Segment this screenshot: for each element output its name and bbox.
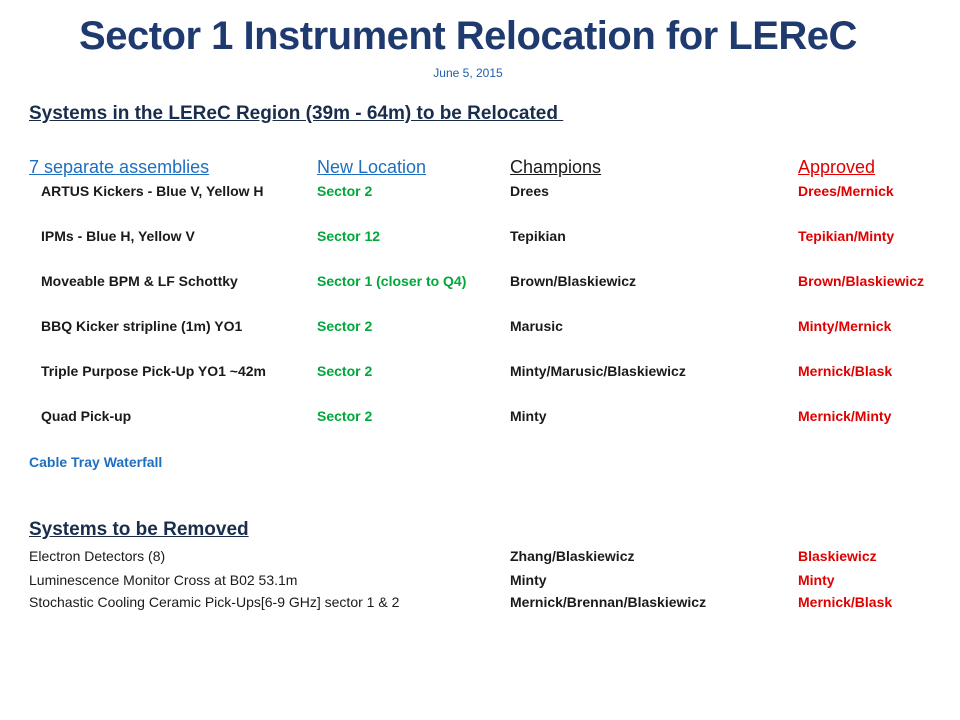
table-row <box>0 183 960 203</box>
champions: Drees <box>510 183 549 199</box>
new-location: Sector 2 <box>317 183 373 199</box>
removed-approved-by: Blaskiewicz <box>798 548 877 564</box>
champions: Marusic <box>510 318 563 334</box>
table-row <box>0 408 960 428</box>
new-location: Sector 2 <box>317 318 373 334</box>
cable-tray-waterfall: Cable Tray Waterfall <box>29 454 163 470</box>
slide-date: June 5, 2015 <box>433 66 503 80</box>
removed-system-name: Stochastic Cooling Ceramic Pick-Ups[6-9 GHz] sector 1 & 2 <box>29 594 400 610</box>
approved-column-header: Approved <box>798 157 876 177</box>
system-name: BBQ Kicker stripline (1m) YO1 <box>41 318 243 334</box>
champions: Minty/Marusic/Blaskiewicz <box>510 363 686 379</box>
champions: Tepikian <box>510 228 566 244</box>
new-location: Sector 12 <box>317 228 381 244</box>
system-name: Moveable BPM & LF Schottky <box>41 273 238 289</box>
new-location: Sector 2 <box>317 363 373 379</box>
new-location: Sector 1 (closer to Q4) <box>317 273 467 289</box>
approved-by: Tepikian/Minty <box>798 228 895 244</box>
relocated-section-heading: Systems in the LEReC Region (39m - 64m) to be Relocated <box>29 103 564 124</box>
approved-by: Mernick/Blask <box>798 363 893 379</box>
table-row <box>0 318 960 338</box>
approved-by: Minty/Mernick <box>798 318 892 334</box>
location-column-header[interactable]: New Location <box>317 157 427 177</box>
champions: Minty <box>510 408 547 424</box>
removed-champions: Minty <box>510 572 547 588</box>
system-name: Triple Purpose Pick-Up YO1 ~42m <box>41 363 266 379</box>
approved-by: Brown/Blaskiewicz <box>798 273 925 289</box>
assemblies-column-header[interactable]: 7 separate assemblies <box>29 157 210 177</box>
table-row <box>0 363 960 383</box>
removed-approved-by: Mernick/Blask <box>798 594 893 610</box>
removed-champions: Mernick/Brennan/Blaskiewicz <box>510 594 707 610</box>
approved-by: Mernick/Minty <box>798 408 892 424</box>
removed-approved-by: Minty <box>798 572 835 588</box>
removed-section-heading: Systems to be Removed <box>29 519 249 540</box>
removed-row <box>0 572 960 592</box>
removed-champions: Zhang/Blaskiewicz <box>510 548 635 564</box>
removed-system-name: Electron Detectors (8) <box>29 548 166 564</box>
system-name: ARTUS Kickers - Blue V, Yellow H <box>41 183 264 199</box>
slide-title: Sector 1 Instrument Relocation for LEReC <box>79 14 857 58</box>
system-name: Quad Pick-up <box>41 408 132 424</box>
table-row <box>0 273 960 293</box>
removed-row <box>0 548 960 568</box>
removed-row <box>0 594 960 614</box>
removed-system-name: Luminescence Monitor Cross at B02 53.1m <box>29 572 298 588</box>
new-location: Sector 2 <box>317 408 373 424</box>
champions: Brown/Blaskiewicz <box>510 273 637 289</box>
system-name: IPMs - Blue H, Yellow V <box>41 228 195 244</box>
table-row <box>0 228 960 248</box>
champions-column-header: Champions <box>510 157 602 177</box>
approved-by: Drees/Mernick <box>798 183 894 199</box>
